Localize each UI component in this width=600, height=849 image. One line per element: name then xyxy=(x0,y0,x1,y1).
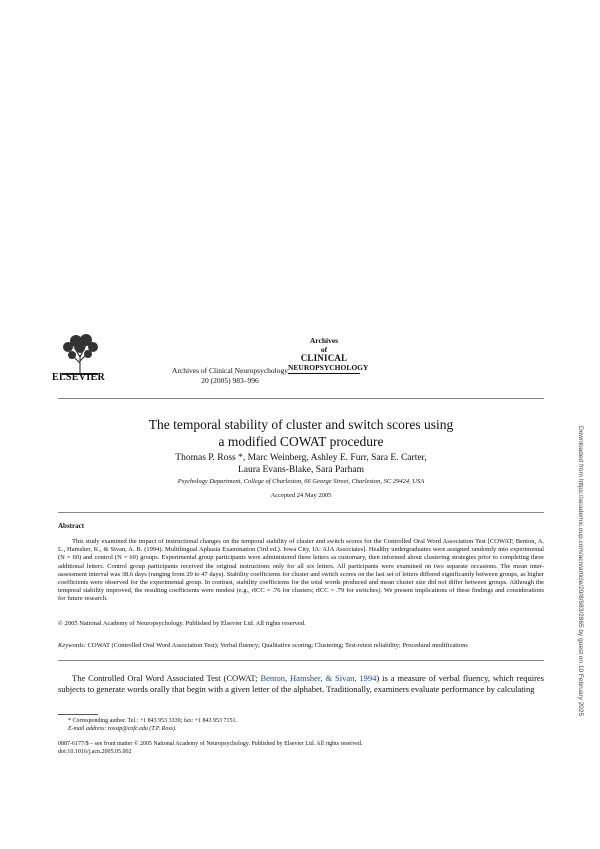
intro-text: The Controlled Oral Word Associated Test (COWAT; xyxy=(72,673,261,683)
keywords-label: Keywords: xyxy=(58,642,86,649)
header-divider xyxy=(58,398,544,399)
journal-name: Archives of Clinical Neuropsychology xyxy=(171,366,288,375)
affiliation: Psychology Department, College of Charleston, 66 George Street, Charleston, SC 29424, USA xyxy=(177,478,425,485)
abstract-heading: Abstract xyxy=(58,522,85,530)
abstract-divider xyxy=(58,512,544,513)
journal-logo-line: Archives xyxy=(309,336,339,345)
publisher-name: ELSEVIER xyxy=(52,372,105,383)
issn-line: 0887-6177/$ – see front matter © 2005 National Academy of Neuropsychology. Published by Elsevier Ltd. All rights reserved. xyxy=(58,741,363,747)
keywords-text: COWAT (Controlled Oral Word Association Test); Verbal fluency; Qualitative scoring; Clustering; Test-retest reliability; Procedural modifications xyxy=(87,642,468,649)
journal-logo xyxy=(288,336,369,374)
journal-citation xyxy=(150,366,310,386)
body-divider xyxy=(58,660,544,661)
corresponding-author-note: * Corresponding author. Tel.: +1 843 953 3339; fax: +1 843 953 7151. xyxy=(68,718,238,724)
journal-logo-line: CLINICAL xyxy=(300,353,348,363)
intro-paragraph xyxy=(58,673,544,694)
authors-line: Laura Evans-Blake, Sara Parham xyxy=(237,465,365,475)
footnote-rule xyxy=(58,714,98,715)
article-title xyxy=(58,416,544,450)
journal-issue: 20 (2005) 983–996 xyxy=(201,376,259,385)
doi-line: doi:10.1016/j.acn.2005.05.002 xyxy=(58,749,132,755)
title-line: a modified COWAT procedure xyxy=(218,434,384,449)
footnotes xyxy=(58,717,544,733)
intro-text: ) is a measure of verbal fluency, which requires subjects to generate words orally that begin with a given letter of the alphabet. Traditionally, examiners evaluate performance by calculating xyxy=(58,673,544,694)
journal-logo-line: of xyxy=(320,345,328,354)
abstract-text: This study examined the impact of instructional changes on the temporal stability of cluster and switch scores for the Controlled Oral Word Association Test [COWAT; Benton, A. L., Hamsher, K., & Sivan, A. B. (1994). Multilingual Aphasia Examination (3rd ed.). Iowa City, IA: AJA Associates]. Healthy undergraduates were assigned randomly into experimental (N = 60) and control (N = 60) groups. Experimental group participants were administered three letters as customary, then informed about clustering strategies prior to completing three additional letters. Control group participants received the original instructions only for all six letters. All participants were examined on two separate occasions. The mean inter-assessment interval was 38.6 days (ranging from 29 to 47 days). Stability coefficients for cluster and switch scores on the last set of letters differed significantly between groups, as higher coefficients were observed for the experimental group. In contrast, stability coefficients for the total words produced and mean cluster size did not differ between groups. Although the temporal stability improved, the resulting coefficients were modest (e.g., rICC = .76 for clusters; rICC = .79 for switches). We present implications of these findings and considerations for future research. xyxy=(58,538,544,603)
copyright-line: © 2005 National Academy of Neuropsychology. Published by Elsevier Ltd. All rights reserved. xyxy=(58,620,306,627)
keywords xyxy=(58,642,544,650)
citation-link[interactable]: Benton, Hamsher, & Sivan, 1994 xyxy=(260,673,377,683)
title-line: The temporal stability of cluster and switch scores using xyxy=(148,417,454,432)
accepted-date: Accepted 24 May 2005 xyxy=(270,492,332,499)
author-list xyxy=(58,452,544,476)
download-note: Downloaded from https://academic.oup.com/acn/article/20/8/983/2865 by guest on 10 February 2025 xyxy=(577,426,584,717)
email-note: E-mail address: rosstp@cofc.edu (T.P. Ross). xyxy=(68,726,177,732)
download-watermark xyxy=(576,426,584,786)
abstract-body xyxy=(58,538,544,604)
publication-info xyxy=(58,740,544,756)
authors-line: Thomas P. Ross *, Marc Weinberg, Ashley E. Furr, Sara E. Carter, xyxy=(175,453,427,463)
elsevier-tree-logo xyxy=(58,333,102,377)
journal-logo-line: NEUROPSYCHOLOGY xyxy=(288,363,369,372)
